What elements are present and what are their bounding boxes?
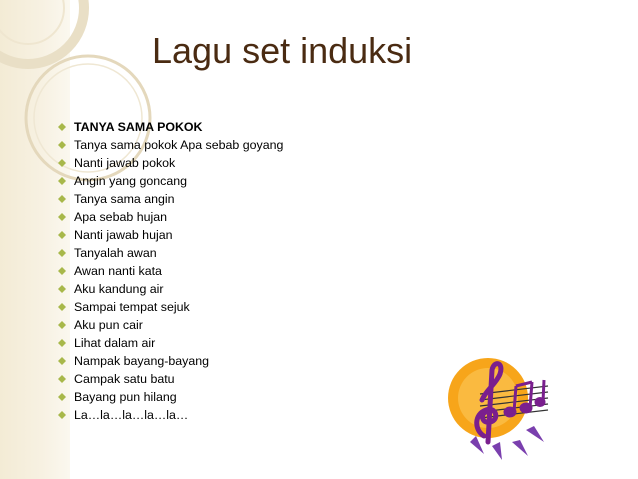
lyrics-line	[56, 154, 283, 172]
bullet-icon	[56, 316, 68, 334]
bullet-icon	[56, 334, 68, 352]
lyrics-line	[56, 226, 283, 244]
lyrics-line-text: Angin yang goncang	[74, 174, 187, 188]
lyrics-line-text: Tanyalah awan	[74, 246, 157, 260]
bullet-icon	[56, 190, 68, 208]
lyrics-list	[56, 118, 283, 424]
lyrics-line-text: Tanya sama angin	[74, 192, 175, 206]
bullet-icon	[56, 136, 68, 154]
lyrics-line-text: Campak satu batu	[74, 372, 175, 386]
lyrics-line	[56, 280, 283, 298]
lyrics-line	[56, 370, 283, 388]
lyrics-line-text: Apa sebab hujan	[74, 210, 168, 224]
bullet-icon	[56, 262, 68, 280]
bullet-icon	[56, 280, 68, 298]
lyrics-line	[56, 316, 283, 334]
bullet-icon	[56, 370, 68, 388]
bullet-icon	[56, 352, 68, 370]
bullet-icon	[56, 298, 68, 316]
music-notes-icon	[440, 350, 552, 462]
bullet-icon	[56, 406, 68, 424]
lyrics-line	[56, 352, 283, 370]
lyrics-line-text: Lihat dalam air	[74, 336, 156, 350]
lyrics-line-text: Aku pun cair	[74, 318, 143, 332]
lyrics-line-text: TANYA SAMA POKOK	[74, 120, 203, 134]
lyrics-line	[56, 208, 283, 226]
lyrics-line-text: Awan nanti kata	[74, 264, 162, 278]
lyrics-line-text: Aku kandung air	[74, 282, 164, 296]
lyrics-line-text: Sampai tempat sejuk	[74, 300, 190, 314]
lyrics-line-text: La…la…la…la…la…	[74, 408, 189, 422]
lyrics-line	[56, 172, 283, 190]
lyrics-line	[56, 406, 283, 424]
bullet-icon	[56, 172, 68, 190]
lyrics-line	[56, 334, 283, 352]
bullet-icon	[56, 388, 68, 406]
lyrics-line-text: Nanti jawab pokok	[74, 156, 176, 170]
lyrics-line-text: Nampak bayang-bayang	[74, 354, 210, 368]
lyrics-line	[56, 298, 283, 316]
lyrics-line	[56, 190, 283, 208]
lyrics-line	[56, 136, 283, 154]
lyrics-line-text: Bayang pun hilang	[74, 390, 177, 404]
bullet-icon	[56, 226, 68, 244]
bullet-icon	[56, 208, 68, 226]
lyrics-line	[56, 118, 283, 136]
bullet-icon	[56, 244, 68, 262]
slide-title: Lagu set induksi	[152, 30, 413, 71]
bullet-icon	[56, 154, 68, 172]
bullet-icon	[56, 118, 68, 136]
lyrics-line-text: Nanti jawab hujan	[74, 228, 173, 242]
lyrics-line	[56, 388, 283, 406]
lyrics-line-text: Tanya sama pokok Apa sebab goyang	[74, 138, 284, 152]
lyrics-line	[56, 262, 283, 280]
lyrics-line	[56, 244, 283, 262]
